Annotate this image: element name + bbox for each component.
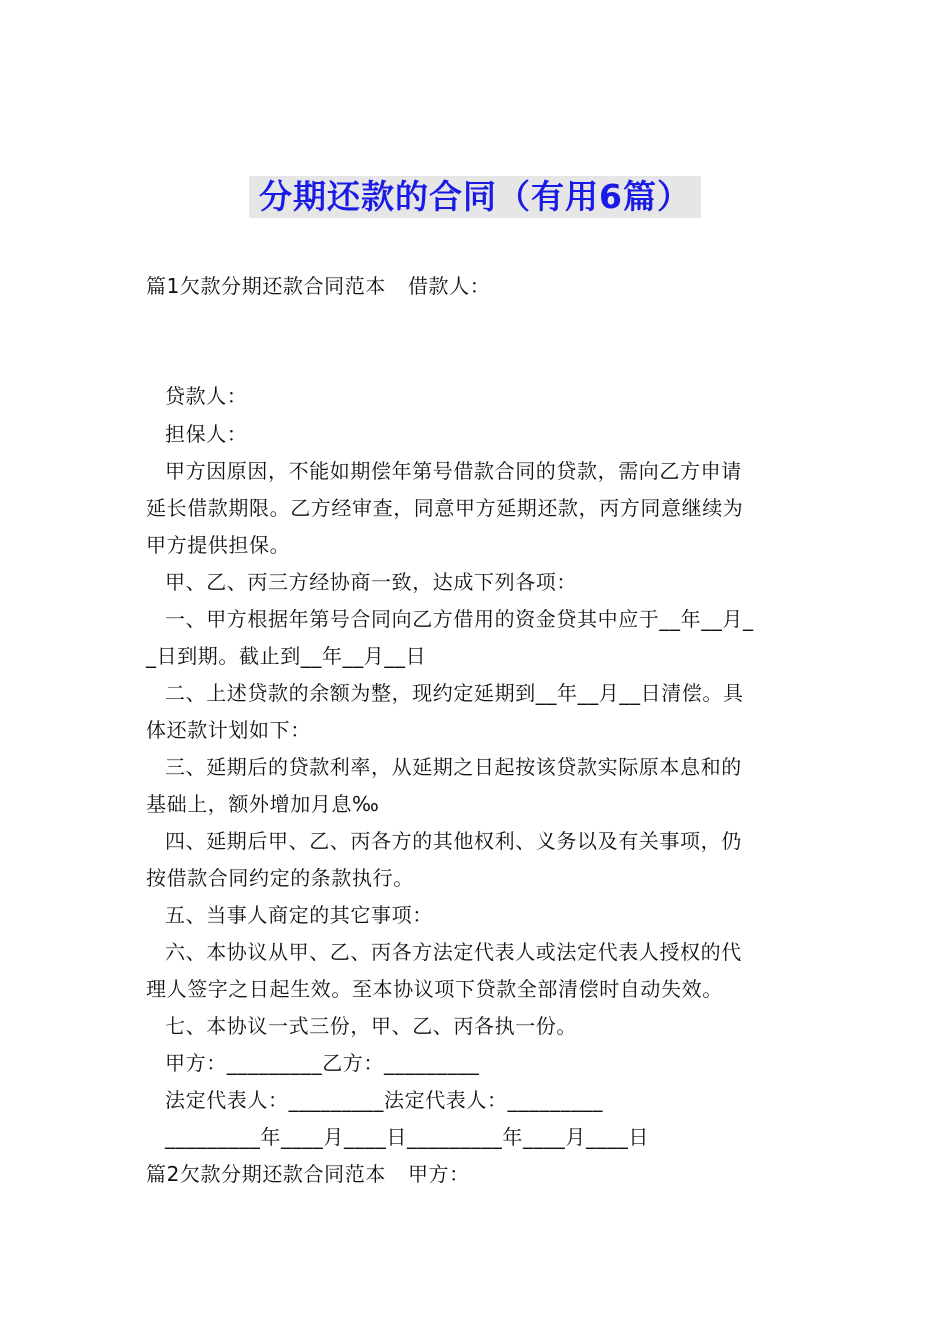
clause-6-line: 理人签字之日起生效。至本协议项下贷款全部清偿时自动失效。	[146, 977, 723, 1001]
clause-1-line: _日到期。截止到__年__月__日	[146, 644, 427, 668]
clause-4-line: 四、延期后甲、乙、丙各方的其他权利、义务以及有关事项，仍	[165, 829, 742, 853]
paragraph-line: 甲方提供担保。	[146, 533, 291, 557]
signature-representative-line: 法定代表人：_________法定代表人：_________	[165, 1088, 603, 1112]
clause-2-line: 体还款计划如下：	[146, 718, 311, 742]
borrower-label: 借款人：	[407, 274, 491, 298]
clause-3-line: 基础上，额外增加月息‰	[146, 792, 380, 816]
paragraph-line: 延长借款期限。乙方经审查，同意甲方延期还款，丙方同意继续为	[146, 496, 744, 520]
guarantor-label: 担保人：	[165, 422, 248, 446]
signature-parties-line: 甲方：_________乙方：_________	[165, 1051, 480, 1075]
clause-1-line: 一、甲方根据年第号合同向乙方借用的资金贷其中应于__年__月_	[165, 607, 754, 631]
clause-6-line: 六、本协议从甲、乙、丙各方法定代表人或法定代表人授权的代	[165, 940, 742, 964]
section-heading-2-row	[146, 1160, 470, 1188]
title-wrap	[0, 176, 950, 218]
clause-7-line: 七、本协议一式三份，甲、乙、丙各执一份。	[165, 1014, 577, 1038]
clause-4-line: 按借款合同约定的条款执行。	[146, 866, 414, 890]
clause-2-line: 二、上述贷款的余额为整，现约定延期到__年__月__日清偿。具	[165, 681, 744, 705]
section-heading-1: 篇1欠款分期还款合同范本	[146, 274, 386, 298]
party-a-label: 甲方：	[407, 1162, 470, 1186]
clause-3-line: 三、延期后的贷款利率，从延期之日起按该贷款实际原本息和的	[165, 755, 742, 779]
document-title: 分期还款的合同（有用6篇）	[249, 176, 701, 218]
signature-date-line: _________年____月____日_________年____月____日	[165, 1125, 649, 1149]
paragraph-line: 甲方因原因，不能如期偿年第号借款合同的贷款，需向乙方申请	[165, 459, 742, 483]
section-heading-2: 篇2欠款分期还款合同范本	[146, 1162, 386, 1186]
paragraph-line: 甲、乙、丙三方经协商一致，达成下列各项：	[165, 570, 577, 594]
section-heading-1-row	[146, 272, 490, 300]
clause-5-line: 五、当事人商定的其它事项：	[165, 903, 433, 927]
lender-label: 贷款人：	[165, 384, 248, 408]
